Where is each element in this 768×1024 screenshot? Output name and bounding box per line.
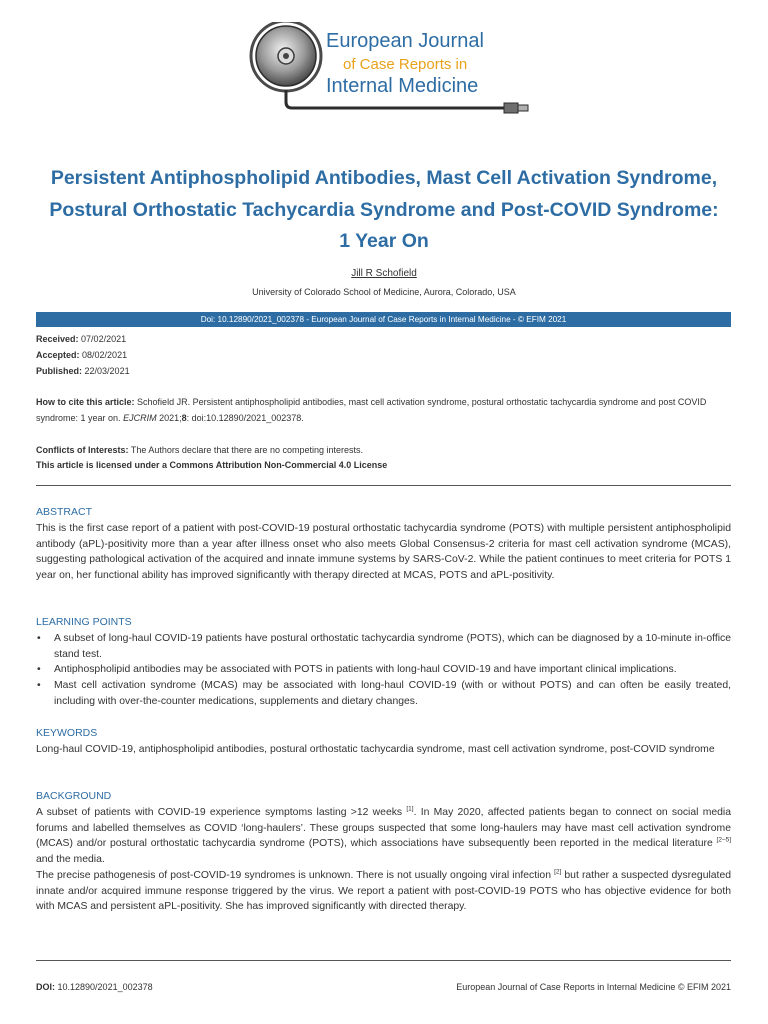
background-text: A subset of patients with COVID-19 experience symptoms lasting >12 weeks: [36, 807, 403, 818]
background-text: and the media.: [36, 854, 105, 866]
journal-logo: [244, 22, 544, 118]
abstract-heading: ABSTRACT: [36, 506, 93, 518]
accepted-value: 08/02/2021: [82, 350, 128, 360]
accepted-date: [36, 350, 127, 360]
article-title-line: Persistent Antiphospholipid Antibodies, Mast Cell Activation Syndrome,: [50, 167, 718, 189]
divider: [36, 485, 731, 486]
journal-name-line2: of Case Reports in: [343, 56, 468, 73]
citation-block: [36, 395, 731, 426]
background-text: but rather a suspected dysregulated innate and/or acquired immune response triggered by the virus. We report a patient with post-COVID-19 POTS who has objective evidence for both with MCAS and persistent aPL-positivity. She has improved significantly with directed therapy.: [36, 870, 732, 913]
learning-point: • Mast cell activation syndrome (MCAS) may be associated with long-haul COVID-19 (with or without POTS) and can often be easily treated, including with over-the-counter medications, supplements and dietary changes.: [36, 678, 731, 709]
citation-reference[interactable]: [1]: [406, 805, 414, 813]
keywords-text: Long-haul COVID-19, antiphospholipid antibodies, postural orthostatic tachycardia syndrome, mast cell activation syndrome, post-COVID syndrome: [36, 744, 715, 755]
conflicts-label: Conflicts of Interests:: [36, 445, 129, 455]
learning-point: • A subset of long-haul COVID-19 patients have postural orthostatic tachycardia syndrome (POTS), which can be diagnosed by a 10-minute in-office stand test.: [36, 631, 731, 662]
background-text: . In May 2020, affected patients began to connect on social media forums and labelled themselves as COVID ‘long-haulers’. These groups suspected that some long-haulers may have mast cell activation syndrome (MCAS) and/or postural orthostatic tachycardia syndrome (POTS), which associations have subsequently been reported in the medical literature: [36, 807, 731, 850]
citation-reference[interactable]: [2–5]: [716, 836, 732, 844]
published-label: Published:: [36, 366, 83, 376]
abstract-text: This is the first case report of a patient with post-COVID-19 postural orthostatic tachycardia syndrome (POTS) with multiple persistent antiphospholipid antibody (aPL)-positivity more than a year after illness onset who also meets Global Consensus-2 criteria for mast cell activation syndrome (MCAS), suggesting pathological activation of the acquired and innate immune systems by SARS-CoV-2. While the patient continues to meet criteria for POTS 1 year on, her functional ability has improved significantly with therapy directed at MCAS, POTS and aPL-positivity.: [36, 523, 731, 582]
footer-doi-value: 10.12890/2021_002378: [57, 982, 153, 992]
article-title: [36, 163, 732, 258]
author-affiliation: University of Colorado School of Medicine, Aurora, Colorado, USA: [252, 287, 516, 297]
citation-label: How to cite this article:: [36, 397, 135, 407]
article-title-line: 1 Year On: [339, 230, 429, 252]
background-paragraph-1: [36, 805, 731, 868]
accepted-label: Accepted:: [36, 350, 80, 360]
background-heading: BACKGROUND: [36, 790, 112, 802]
background-paragraph-2: [36, 868, 731, 915]
doi-banner: Doi: 10.12890/2021_002378 - European Journal of Case Reports in Internal Medicine - © EFIM 2021: [36, 312, 731, 327]
citation-doi: : doi:10.12890/2021_002378.: [186, 412, 304, 423]
citation-reference[interactable]: [2]: [554, 868, 562, 876]
footer-doi: [36, 982, 153, 992]
journal-name-line3: Internal Medicine: [326, 75, 479, 97]
footer-copyright: European Journal of Case Reports in Internal Medicine © EFIM 2021: [456, 982, 731, 992]
footer-divider: [36, 960, 731, 961]
license-statement: This article is licensed under a Commons Attribution Non-Commercial 4.0 License: [36, 460, 388, 470]
citation-year: 2021;: [159, 412, 182, 423]
journal-name-line1: European Journal: [326, 30, 484, 52]
author-line: [36, 268, 732, 279]
background-text: The precise pathogenesis of post-COVID-19 syndromes is unknown. There is not usually ongoing viral infection: [36, 870, 551, 881]
learning-points-list: [36, 631, 731, 710]
conflicts-of-interest: [36, 445, 363, 455]
published-date: [36, 366, 130, 376]
keywords-heading: KEYWORDS: [36, 727, 98, 739]
learning-points-heading: LEARNING POINTS: [36, 616, 132, 628]
author-name[interactable]: Jill R Schofield: [351, 268, 417, 279]
received-value: 07/02/2021: [81, 334, 127, 344]
conflicts-text: The Authors declare that there are no competing interests.: [130, 445, 363, 455]
citation-text: Schofield JR. Persistent antiphospholipid antibodies, mast cell activation syndrome, postural orthostatic tachycardia syndrome and post COVID syndrome: 1 year on.: [36, 397, 707, 423]
footer-doi-label: DOI:: [36, 982, 55, 992]
citation-journal: EJCRIM: [123, 412, 157, 423]
article-title-line: Postural Orthostatic Tachycardia Syndrome and Post-COVID Syndrome:: [49, 198, 719, 221]
published-value: 22/03/2021: [84, 366, 130, 376]
received-label: Received:: [36, 334, 79, 344]
received-date: [36, 334, 126, 344]
learning-point: • Antiphospholipid antibodies may be associated with POTS in patients with long-haul COVID-19 and have important clinical implications.: [36, 662, 731, 678]
citation-volume: 8: [181, 412, 187, 423]
